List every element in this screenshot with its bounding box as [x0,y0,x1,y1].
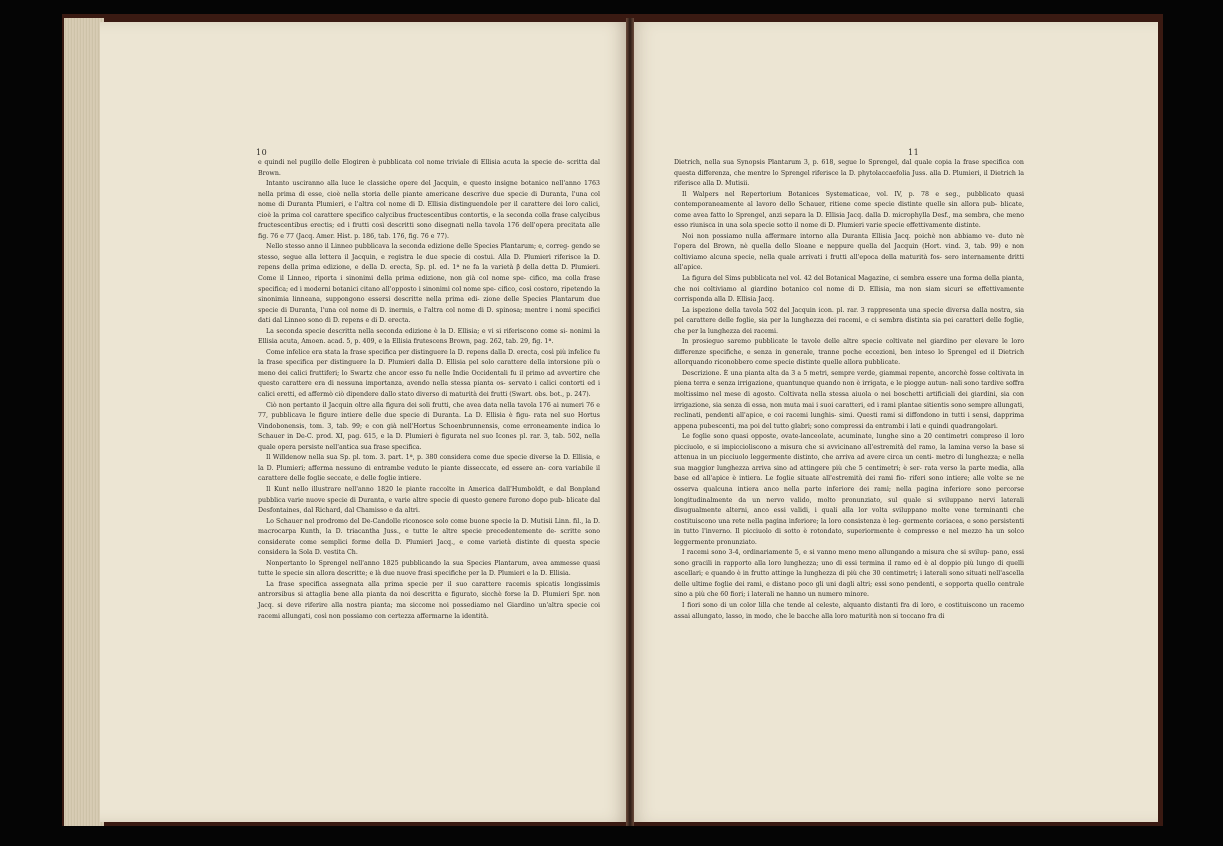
paragraph: Il Kunt nello illustrare nell'anno 1820 le piante raccolte in America dall'Humboldt, e dal Bonpland pubblica varie nuove specie di Duranta, e varie altre specie di questo genere furono dopo pub- blicate dal Desfontaines, dal Richard, dal Chamisso e da altri. [258,485,600,515]
paragraph: I racemi sono 3-4, ordinariamente 5, e si vanno meno meno allungando a misura che si svilup- pano, essi sono gracili in rapporto alla loro lunghezza; uno di essi termina il ramo ed è al doppio più lungo di quelli ascellari; e quando è in frutto attinge la lunghezza di più che 30 centimetri; i laterali sono situati nell'ascella delle ultime foglie dei rami, e distano poco gli uni dagli altri; essi sono pendenti, e sopporta quello centrale sino a più che 60 fiori; i laterali ne hanno un numero minore. [674,549,1024,599]
paragraph: Lo Schauer nel prodromo del De-Candolle riconosce solo come buone specie la D. Mutisii Linn. fil., la D. macrocarpa Kunth, la D. triacantha Juss., e tutte le altre specie precedentemente de- scritte sono considerate come semplici forme della D. Plumieri Jacq., e come varietà distinte di questa specie considera la Sola D. vestita Ch. [258,517,600,557]
page-edges [64,18,104,826]
paragraph: Dietrich, nella sua Synopsis Plantarum 3, p. 618, segue lo Sprengel, dal quale copia la frase specifica con questa differenza, che mentre lo Sprengel riferisce la D. phytolaccaefolia Juss. alla D. Plumieri, il Dietrich la riferisce alla D. Mutisii. [674,159,1024,188]
paragraph: Il Walpers nel Repertorium Botanices Systematicae, vol. IV, p. 78 e seg., pubblicato quasi contemporaneamente al lavoro dello Schauer, ritiene come specie distinte quelle sin allora pub- blicate, come avea fatto lo Sprengel, anzi separa la D. Ellisia Jacq. dalla D. microphylla Desf., ma sembra, che meno esso riunisca in una sola specie sotto il nome di D. Plumieri varie specie effettivamente distinte. [674,190,1024,230]
page-number-right: 11 [908,148,920,157]
paragraph: e quindi nel pugillo delle Elogiren è pubblicata col nome triviale di Ellisia acuta la specie de- scritta dal Brown. [258,159,600,177]
right-page [630,22,1158,822]
paragraph: I fiori sono di un color lilla che tende al celeste, alquanto distanti fra di loro, e costituiscono un racemo assai allungato, lasso, in modo, che le bacche alla loro maturità non si toccano fra di [674,601,1024,620]
paragraph: Le foglie sono quasi opposte, ovate-lanceolate, acuminate, lunghe sino a 20 centimetri compreso il loro picciuolo, e si impiccioliscono a misura che si avvicinano all'estremità del ramo, la lamina verso la base si attenua in un picciuolo leggermente distinto, che arriva ad avere circa un centi- metro di lunghezza; e nella sua maggior lunghezza arriva sino ad attingere più che 5 centimetri; è ser- rata verso la parte media, alla base ed all'apice è intiera. Le foglie situate all'estremità dei rami fio- riferi sono intiere; alle volte se ne osserva qualcuna intiera anco nella parte inferiore dei rami; nella pagina inferiore sono percorse longitudinalmente da un nervo valido, molto pronunziato, sul quale si sviluppano nervi laterali disugualmente alterni, anco essi validi, i quali alla lor volta sviluppano molte vene terminanti che costituiscono una rete nella pagina inferiore; la loro consistenza è leg- germente coriacea, e sono persistenti in tutto l'inverno. Il picciuolo di sotto è rotondato, superiormente è compresso e nel mezzo ha un solco leggermente pronunziato. [674,433,1024,546]
paragraph: La ispezione della tavola 502 del Jacquin icon. pl. rar. 3 rappresenta una specie diversa dalla nostra, sia pel carattere delle foglie, sia per la lunghezza dei racemi, e ci sembra distinta sia pei caratteri delle foglie, che per la lunghezza dei racemi. [674,306,1024,335]
paragraph: Il Willdenow nella sua Sp. pl. tom. 3. part. 1ª, p. 380 considera come due specie diverse la D. Ellisia, e la D. Plumieri; afferma nessuno di entrambe veduto le piante disseccate, ed essere an- cora variabile il carattere delle foglie seccate, e delle foglie intiere. [258,454,600,483]
paragraph: Ciò non pertanto il Jacquin oltre alla figura dei soli frutti, che avea data nella tavola 176 ai numeri 76 e 77, pubblicava le figure intiere delle due specie di Duranta. La D. Ellisia è figu- rata nel suo Hortus Vindobonensis, tom. 3, tab. 99; e con già nell'Hortus Schoenbrunnensis, come erroneamente indica lo Schauer in De-C. prod. XI, pag. 615, e la D. Plumieri è figurata nel suo Icones pl. rar. 3, tab. 502, nella quale opera persiste nell'antica sua frase specifica. [258,401,600,451]
page-number-left: 10 [256,148,268,157]
left-page-text [258,158,600,622]
paragraph: La seconda specie descritta nella seconda edizione è la D. Ellisia; e vi si riferiscono come si- nonimi la Ellisia acuta, Amoen. acad. 5, p. 409, e la Ellisia frutescens Brown, pag. 262, tab. 29, fig. 1ª. [258,327,600,346]
left-page [100,22,630,822]
book-gutter [626,18,634,826]
paragraph: La frase specifica assegnata alla prima specie per il suo carattere racemis spicatis longissimis antrorsibus si attaglia bene alla pianta da noi descritta e figurato, sicchè forse la D. Plumieri Spr. non Jacq. si deve riferire alla nostra pianta; ma siccome noi possediamo nel Giardino un'altra specie coi racemi allungati, così non possiamo con certezza affermarne la identità. [258,580,600,620]
paragraph: Nonpertanto lo Sprengel nell'anno 1825 pubblicando la sua Species Plantarum, avea ammesse quasi tutte le specie sin allora descritte; e là due nuove frasi specifiche per la D. Plumieri e la D. Ellisia. [258,559,600,578]
paragraph: In prosieguo saremo pubblicate le tavole delle altre specie coltivate nel giardino per elevare le loro differenze specifiche, e senza in generale, tranne poche eccezioni, ben inteso lo Sprengel ed il Dietrich allorquando riconobbero come specie distinte quelle allora pubblicate. [674,338,1024,367]
paragraph: Nello stesso anno il Linneo pubblicava la seconda edizione delle Species Plantarum; e, correg- gendo se stesso, segue alla lettera il Jacquin, e registra le due specie di costui. Alla D. Plumieri riferisce la D. repens della prima edizione, e della D. erecta, Sp. pl. ed. 1ª ne fa la varietà β della detta D. Plumieri. Come il Linneo, riporta i sinonimi della prima edizione, non già col nome spe- cifico, ma colla frase specifica; ed i moderni botanici citano all'opposto i sinonimi col nome spe- cifico, così costoro, ripetendo la sinonimia linneana, suppongono essersi descritte nella prima edi- zione delle Species Plantarum due specie di Duranta, l'una col nome di D. inermis, e l'altra col nome di D. spinosa; mentre i nomi specifici dati dal Linneo sono di D. repens e di D. erecta. [258,243,600,325]
paragraph: Intanto usciranno alla luce le classiche opere del Jacquin, e questo insigne botanico nell'anno 1763 nella prima di esse, cioè nella storia delle piante americane descrive due specie di Duranta, l'una col nome di Duranta Plumieri, e l'altra col nome di D. Ellisia distinguendole per il carattere dei loro calici, cioè la prima col carattere specifico calycibus fructescentibus contortis, e la seconda colla frase calycibus fructescentibus erectis; ed i frutti così descritti sono disegnati nella tavola 176 dell'opera precitata alle fig. 76 e 77 (Jacq. Amer. Hist. p. 186, tab. 176, fig. 76 e 77). [258,180,600,240]
paragraph: La figura del Sims pubblicata nel vol. 42 del Botanical Magazine, ci sembra essere una forma della pianta, che noi coltiviamo al giardino botanico col nome di D. Ellisia, ma non siam sicuri se effettivamente corrisponda alla D. Ellisia Jacq. [674,275,1024,304]
paragraph: Descrizione. È una pianta alta da 3 a 5 metri, sempre verde, giammai repente, ancorchè fosse coltivata in piena terra e senza irrigazione, quantunque quando non è irrigata, e le piogge autun- nali sono tardive soffra moltissimo nel mese di agosto. Coltivata nella stessa aiuola o nei boschetti artificiali dei giardini, sia con irrigazione, sia senza di essa, non muta mai i suoi caratteri, ed i rami plantae sitientis sono sempre allungati, reclinati, pendenti all'apice, e coi racemi lunghis- simi. Questi rami si diffondono in tutti i sensi, dapprima appena pubescenti, ma poi del tutto glabri; sono compressi da entrambi i lati e quindi quadrangolari. [674,369,1024,430]
paragraph: Noi non possiamo nulla affermare intorno alla Duranta Ellisia Jacq. poichè non abbiamo ve- duto nè l'opera del Brown, nè quella dello Sloane e neppure quella del Jacquin (Hort. vind. 3, tab. 99) e non coltiviamo alcuna specie, nella quale arrivati i frutti all'epoca della maturità fos- sero internamente dritti all'apice. [674,232,1024,272]
paragraph: Come infelice era stata la frase specifica per distinguere la D. repens dalla D. erecta, così più infelice fu la frase specifica per distinguere la D. Plumieri dalla D. Ellisia pel solo carattere della intorsione più o meno dei calici fruttiferi; lo Swartz che ancor esso fu nelle Indie Occidentali fu il primo ad avvertire che questo carattere era di nessuna importanza, avendo nella stessa pianta os- servato i calici contorti ed i calici eretti, ed affermò ciò dipendere dallo stato diverso di maturità dei frutti (Swart. obs. bot., p. 247). [258,348,600,399]
right-page-text [674,158,1024,622]
